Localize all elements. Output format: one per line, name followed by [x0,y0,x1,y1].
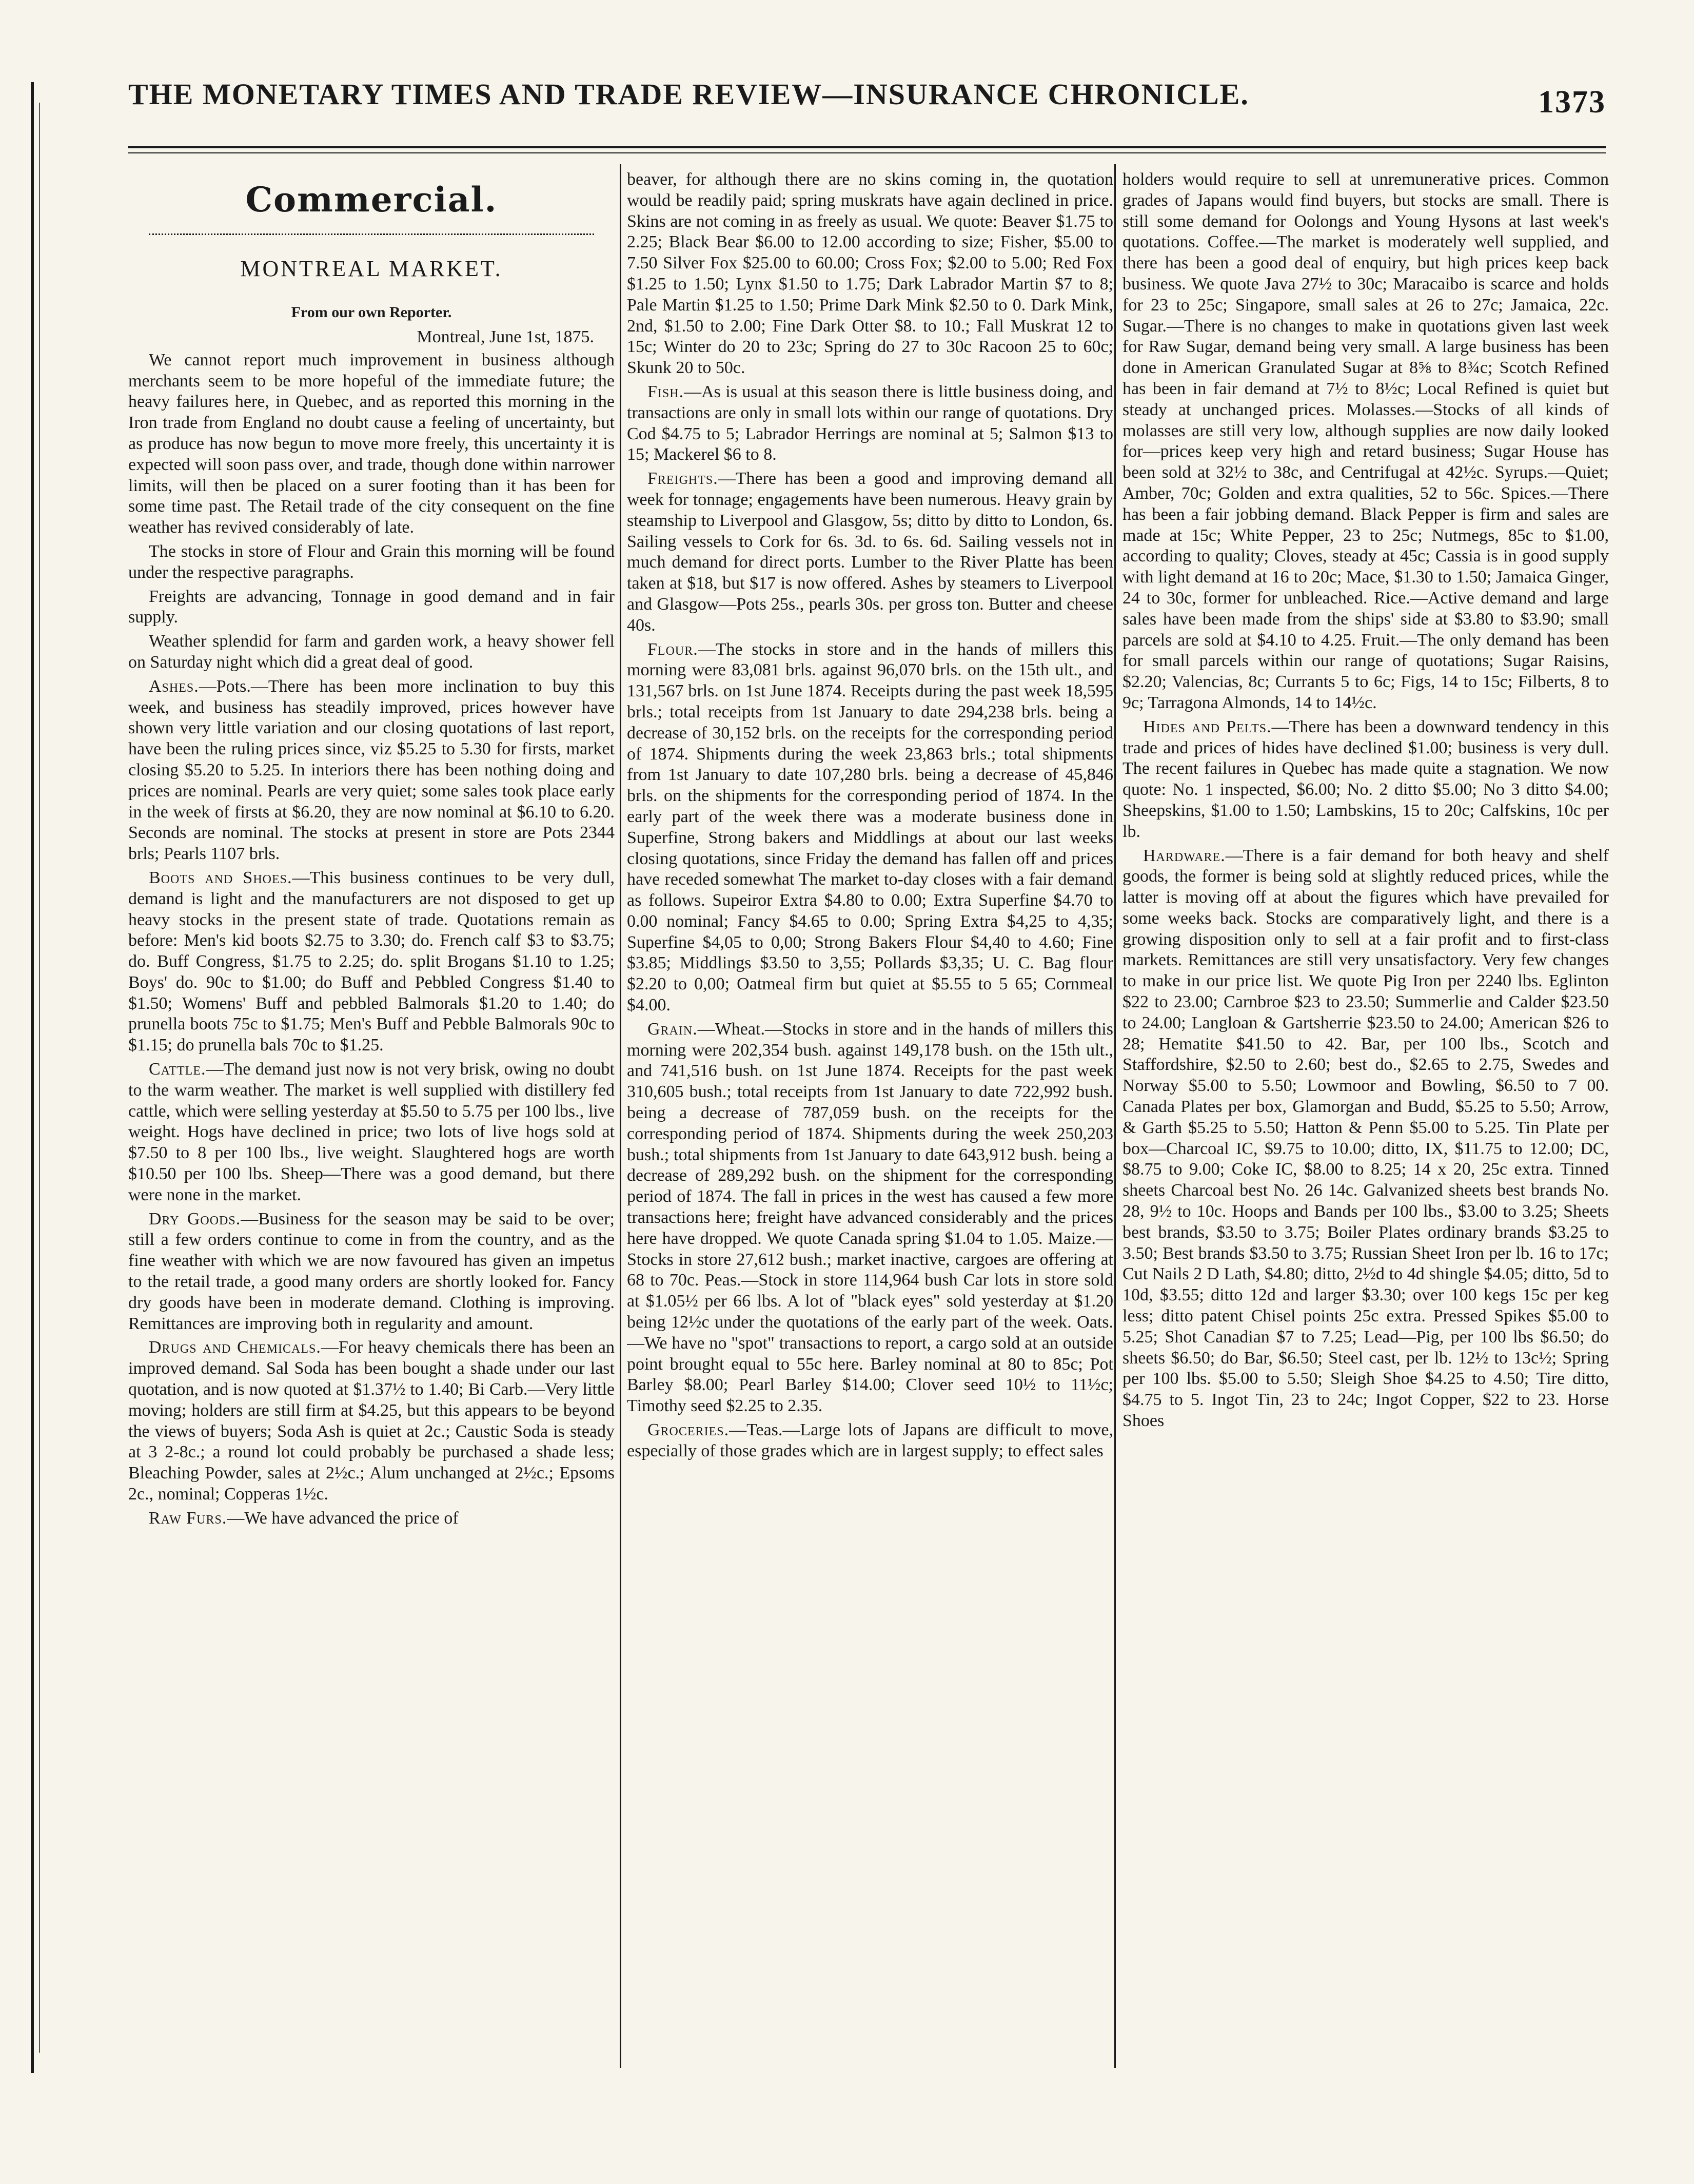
paragraph [1122,717,1609,843]
page-edge-mark-thin [39,103,40,2053]
paragraph [128,868,615,1056]
ornamental-rule [149,225,594,235]
paragraph [1122,846,1609,1432]
paragraph-heading: Cattle. [149,1060,206,1079]
column-rule-1 [620,164,621,2068]
paragraph-text: —This business continues to be very dull, demand is light and the manufacturers are not disposed to get up heavy stocks in the present state of trade. Quotations remain as before: Men's kid boots $2.75 to 3.30; do. French calf $3 to $3.75; do. Buff Congress, $1.75 to 2.25; do. split Brogans $1.10 to 1.25; Boys' do. 90c to $1.00; do Buff and Pebbled Congress $1.40 to $1.50; Womens' Buff and pebbled Balmorals $1.20 to 1.40; do prunella boots 75c to $1.75; Men's Buff and Pebble Balmorals 90c to $1.15; do prunella bals 70c to $1.25. [128,868,615,1055]
paragraph-text: —The stocks in store and in the hands of millers this morning were 83,081 brls. against 96,070 brls. on the 15th ult., and 131,567 brls. on 1st June 1874. Receipts during the past week 18,595 brls.; total receipts from 1st January to date 294,238 brls. being a decrease of 30,152 brls. on the receipts for the corresponding period of 1874. Shipments during the week 23,863 brls.; total shipments from 1st January to date 107,280 brls. being a decrease of 45,846 brls. on the shipments for the corresponding period of 1874. In the early part of the week there was a moderate business done in Superfine, Strong bakers and Middlings at about our last weeks closing quotations, since Friday the demand has fallen off and prices have receded somewhat The market to-day closes with a fair demand as follows. Supeiror Extra $4.80 to 0.00; Extra Superfine $4.70 to 0.00 nominal; Fancy $4.65 to 0.00; Spring Extra $4,25 to 4,35; Superfine $4,05 to 0,00; Strong Bakers Flour $4,40 to 4.60; Fine $3.85; Middlings $3.50 to 3,55; Pollards $3,35; U. C. Bag flour $2.20 to 0,00; Oatmeal firm but quiet at $5.55 to 5 65; Cornmeal $4.00. [627,639,1113,1015]
paragraph [627,1019,1113,1417]
paragraph-text: —Business for the season may be said to be over; still a few orders continue to come in from the country, and as the fine weather with which we are now favoured has given an impetus to the retail trade, a good many orders are shortly looked for. Fancy dry goods have been in moderate demand. Clothing is improving. Remittances are improving both in regularity and amount. [128,1209,615,1333]
column-3 [1122,169,1609,2068]
paragraph-heading: Grain. [647,1019,698,1039]
paragraph-heading: Groceries. [647,1420,730,1440]
paragraph-text: The stocks in store of Flour and Grain this morning will be found under the respective paragraphs. [128,541,615,582]
paragraph-heading: Hides and Pelts. [1143,717,1272,736]
paragraph-heading: Flour. [647,639,698,659]
paragraph [128,541,615,583]
paragraph-heading: Hardware. [1143,846,1226,865]
header-rule-thick [128,146,1606,148]
article-headline: MONTREAL MARKET. [240,256,503,282]
paragraph [128,350,615,538]
paragraph [128,676,615,865]
paragraph-text: —There has been a downward tendency in this trade and prices of hides have declined $1.00; business is very dull. The recent failures in Quebec has made quite a stagnation. We now quote: No. 1 inspected, $6.00; No. 2 ditto $5.00; No 3 ditto $4.00; Sheepskins, $1.00 to 1.50; Lambskins, 15 to 20c; Calfskins, 10c per lb. [1122,717,1609,841]
paragraph [627,469,1113,636]
column-1 [128,169,615,2068]
column-2-paragraphs [627,169,1113,1462]
paragraph-text: Freights are advancing, Tonnage in good demand and in fair supply. [128,587,615,627]
paragraph [128,631,615,673]
byline: From our own Reporter. [291,303,452,321]
paragraph-heading: Freights. [647,469,718,489]
paragraph-text: —We have advanced the price of [227,1508,459,1528]
section-title: Commercial. [245,180,498,220]
paragraph-text: —The demand just now is not very brisk, owing no doubt to the warm weather. The market is well supplied with distillery fed cattle, which were selling yesterday at $5.50 to 5.75 per 100 lbs., live weight. Hogs have declined in price; two lots of live hogs sold at $7.50 to 8 per 100 lbs., live weight. Slaughtered hogs are worth $10.50 per 100 lbs. Sheep—There was a good demand, but there were none in the market. [128,1060,615,1204]
paragraph [627,639,1113,1016]
paragraph-text: —There is a fair demand for both heavy and shelf goods, the former is being sold at slightly reduced prices, while the latter is moving off at about the figures which have prevailed for some weeks back. Stocks are comparatively light, and there is a growing disposition only to sell at a fair profit and to first-class markets. Remittances are still very unsatisfactory. Very few changes to make in our price list. We quote Pig Iron per 2240 lbs. Eglinton $22 to 23.00; Carnbroe $23 to 23.50; Summerlie and Calder $23.50 to 24.00; Langloan & Gartsherrie $23.50 to 24.00; American $26 to 28; Hematite $41.50 to 42. Bar, per 100 lbs., Scotch and Staffordshire, $2.50 to 2.60; best do., $2.65 to 2.75, Swedes and Norway $5.00 to 5.50; Lowmoor and Bowling, $6.50 to 7 00. Canada Plates per box, Glamorgan and Budd, $5.25 to 5.50; Arrow, & Garth $5.25 to 5.50; Hatton & Penn $5.00 to 5.25. Tin Plate per box—Charcoal IC, $9.75 to 10.00; ditto, IX, $11.75 to 12.00; DC, $8.75 to 9.00; Coke IC, $8.00 to 8.25; 14 x 20, 25c extra. Tinned sheets Charcoal best No. 26 14c. Galvanized sheets best brands No. 28, 9½ to 10c. Hoops and Bands per 100 lbs., $3.00 to 3.25; Sheets best brands, $3.50 to 3.75; Boiler Plates ordinary brands $3.25 to 3.50; Best brands $3.50 to 3.75; Russian Sheet Iron per lb. 16 to 17c; Cut Nails 2 D Lath, $4.80; ditto, 2½d to 4d shingle $4.05; ditto, 5d to 10d, $3.55; ditto 12d and larger $3.30; over 100 kegs 15c per keg less; ditto patent Chisel points 25c extra. Pressed Spikes $5.00 to 5.25; Shot Canadian $7 to 7.25; Lead—Pig, per 100 lbs $6.50; do sheets $6.50; do Bar, $6.50; Steel cast, per lb. 12½ to 13c½; Spring per 100 lbs. $5.00 to 5.50; Sleigh Shoe $4.25 to 4.50; Tire ditto, $4.75 to 5. Ingot Tin, 23 to 24c; Ingot Copper, $22 to 23. Horse Shoes [1122,846,1609,1431]
paragraph-heading: Drugs and Chemicals. [149,1338,321,1357]
paragraph-heading: Raw Furs. [149,1508,227,1528]
paragraph-heading: Fish. [647,382,684,401]
paragraph [128,1508,615,1529]
publication-title: THE MONETARY TIMES AND TRADE REVIEW—INSURANCE CHRONICLE. [128,77,1249,111]
paragraph [128,1059,615,1206]
paragraph-text: —There has been a good and improving demand all week for tonnage; engagements have been numerous. Heavy grain by steamship to Liverpool and Glasgow, 5s; ditto by ditto to London, 6s. Sailing vessels to Cork for 6s. 3d. to 6s. 6d. Sailing vessels not in much demand for direct ports. Lumber to the River Platte has been taken at $18, but $17 is now offered. Ashes by steamers to Liverpool and Glasgow—Pots 25s., pearls 30s. per gross ton. Butter and cheese 40s. [627,469,1113,635]
column-1-paragraphs [128,350,615,1529]
paragraph [627,382,1113,465]
column-rule-2 [1114,164,1116,2068]
header-rule-thin [128,152,1606,153]
paragraph-text: —For heavy chemicals there has been an improved demand. Sal Soda has been bought a shade under our last quotation, and is now quoted at $1.37½ to 1.40; Bi Carb.—Very little moving; holders are still firm at $4.25, but this appears to be beyond the views of buyers; Soda Ash is quiet at 2c.; Caustic Soda is steady at 3 2-8c.; a round lot could probably be purchased a shade less; Bleaching Powder, sales at 2½c.; Alum unchanged at 2½c.; Epsoms 2c., nominal; Copperas 1½c. [128,1338,615,1504]
paragraph-text: —As is usual at this season there is little business doing, and transactions are only in small lots within our range of quotations. Dry Cod $4.75 to 5; Labrador Herrings are nominal at 5; Salmon $13 to 15; Mackerel $6 to 8. [627,382,1113,464]
paragraph-text: —Teas.—Large lots of Japans are difficult to move, especially of those grades which are in largest supply; to effect sales [627,1420,1113,1460]
paragraph-text: holders would require to sell at unremunerative prices. Common grades of Japans would find buyers, but stocks are small. There is still some demand for Oolongs and Young Hysons at last week's quotations. Coffee.—The market is moderately well supplied, and there has been a good deal of enquiry, but high prices keep back business. We quote Java 27½ to 30c; Maracaibo is scarce and holds for 23 to 25c; Singapore, small sales at 26 to 27c; Jamaica, 22c. Sugar.—There is no changes to make in quotations given last week for Raw Sugar, demand being very small. A large business has been done in American Granulated Sugar at 8⅝ to 8¾c; Scotch Refined has been in fair demand at 7½ to 8½c; Local Refined is quiet but steady at unchanged prices. Molasses.—Stocks of all kinds of molasses are still very low, although supplies are now daily looked for—prices keep very high and retard business; Sugar House has been sold at 32½ to 38c, and Centrifugal at 42½c. Syrups.—Quiet; Amber, 70c; Golden and extra qualities, 52 to 56c. Spices.—There has been a fair jobbing demand. Black Pepper is firm and sales are made at 15c; White Pepper, 23 to 25c; Nutmegs, 85c to $1.00, according to quality; Cloves, steady at 45c; Cassia is in good supply with light demand at 16 to 20c; Mace, $1.30 to 1.50; Jamaica Ginger, 24 to 30c, former for unbleached. Rice.—Active demand and large sales have been made from the ships' side at $3.80 to $3.90; small parcels are sold at $4.10 to 4.25. Fruit.—The only demand has been for small parcels within our range of quotations; Sugar Raisins, $2.20; Valencias, 8c; Currants 5 to 6c; Figs, 14 to 15c; Filberts, 8 to 9c; Tarragona Almonds, 14 to 14½c. [1122,170,1609,712]
paragraph [128,587,615,629]
paragraph-heading: Dry Goods. [149,1209,241,1228]
paragraph-heading: Boots and Shoes. [149,868,292,887]
column-3-paragraphs [1122,169,1609,1432]
paragraph-text: We cannot report much improvement in business although merchants seem to be more hopeful of the immediate future; the heavy failures here, in Quebec, and as reported this morning in the Iron trade from England no doubt cause a feeling of uncertainty, but as produce has now begun to move more freely, this uncertainty it is expected will soon pass over, and trade, though done within narrower limits, will then be placed on a surer footing than it has been for some time past. The Retail trade of the city consequent on the fine weather has revived considerably of late. [128,350,615,537]
paragraph [128,1209,615,1335]
running-head [128,77,1606,120]
paragraph [1122,169,1609,714]
paragraph-text: —Pots.—There has been more inclination to buy this week, and business has steadily improved, prices however have shown very little variation and our closing quotations of last report, have been the ruling prices since, viz $5.25 to 5.30 for firsts, market closing $5.20 to 5.25. In interiors there has been nothing doing and prices are nominal. Pearls are very quiet; some sales took place early in the week of firsts at $6.20, they are now nominal at $6.10 to 6.20. Seconds are nominal. The stocks at present in store are Pots 2344 brls; Pearls 1107 brls. [128,676,615,864]
paragraph [128,1337,615,1505]
paragraph [627,169,1113,379]
paragraph-text: beaver, for although there are no skins coming in, the quotation would be readily paid; spring muskrats have again declined in price. Skins are not coming in as freely as usual. We quote: Beaver $1.75 to 2.25; Black Bear $6.00 to 12.00 according to size; Fisher, $5.00 to 7.50 Silver Fox $25.00 to 60.00; Cross Fox; $2.00 to 5.00; Red Fox $1.25 to 1.50; Lynx $1.50 to 1.75; Dark Labrador Martin $7 to 8; Pale Martin $1.25 to 1.50; Prime Dark Mink $2.50 to 0. Dark Mink, 2nd, $1.50 to 2.00; Fine Dark Otter $8. to 10.; Fall Muskrat 12 to 15c; Winter do 20 to 23c; Spring do 27 to 30c Racoon 25 to 60c; Skunk 20 to 50c. [627,170,1113,378]
paragraph-text: Weather splendid for farm and garden work, a heavy shower fell on Saturday night which did a great deal of good. [128,632,615,672]
page-number: 1373 [1538,85,1606,120]
paragraph-text: —Wheat.—Stocks in store and in the hands of millers this morning were 202,354 bush. against 149,178 bush. on the 15th ult., and 741,516 bush. on 1st June 1874. Receipts for the past week 310,605 bush.; total receipts from 1st January to date 722,992 bush. being a decrease of 787,059 bush. on the receipts for the corresponding period of 1874. Shipments during the week 250,203 bush.; total shipments from 1st January to date 643,912 bush. being a decrease of 289,292 bush. on the shipment for the corresponding period of 1874. The fall in prices in the west has caused a few more transactions here; freight have advanced considerably and the prices here have dropped. We quote Canada spring $1.04 to 1.05. Maize.—Stocks in store 27,612 bush.; market inactive, cargoes are offering at 68 to 70c. Peas.—Stock in store 114,964 bush Car lots in store sold at $1.05½ per 66 lbs. A lot of "black eyes" sold yesterday at $1.20 being 12½c under the quotations of the early part of the week. Oats.—We have no "spot" transactions to report, a cargo sold at an outside point brought equal to 55c here. Barley nominal at 80 to 85c; Pot Barley $8.00; Pearl Barley $14.00; Clover seed 10½ to 11½c; Timothy seed $2.25 to 2.35. [627,1019,1113,1416]
column-2 [627,169,1113,2068]
dateline: Montreal, June 1st, 1875. [417,327,594,346]
page-edge-mark [31,82,34,2073]
paragraph-heading: Ashes. [149,676,199,696]
paragraph [627,1420,1113,1462]
